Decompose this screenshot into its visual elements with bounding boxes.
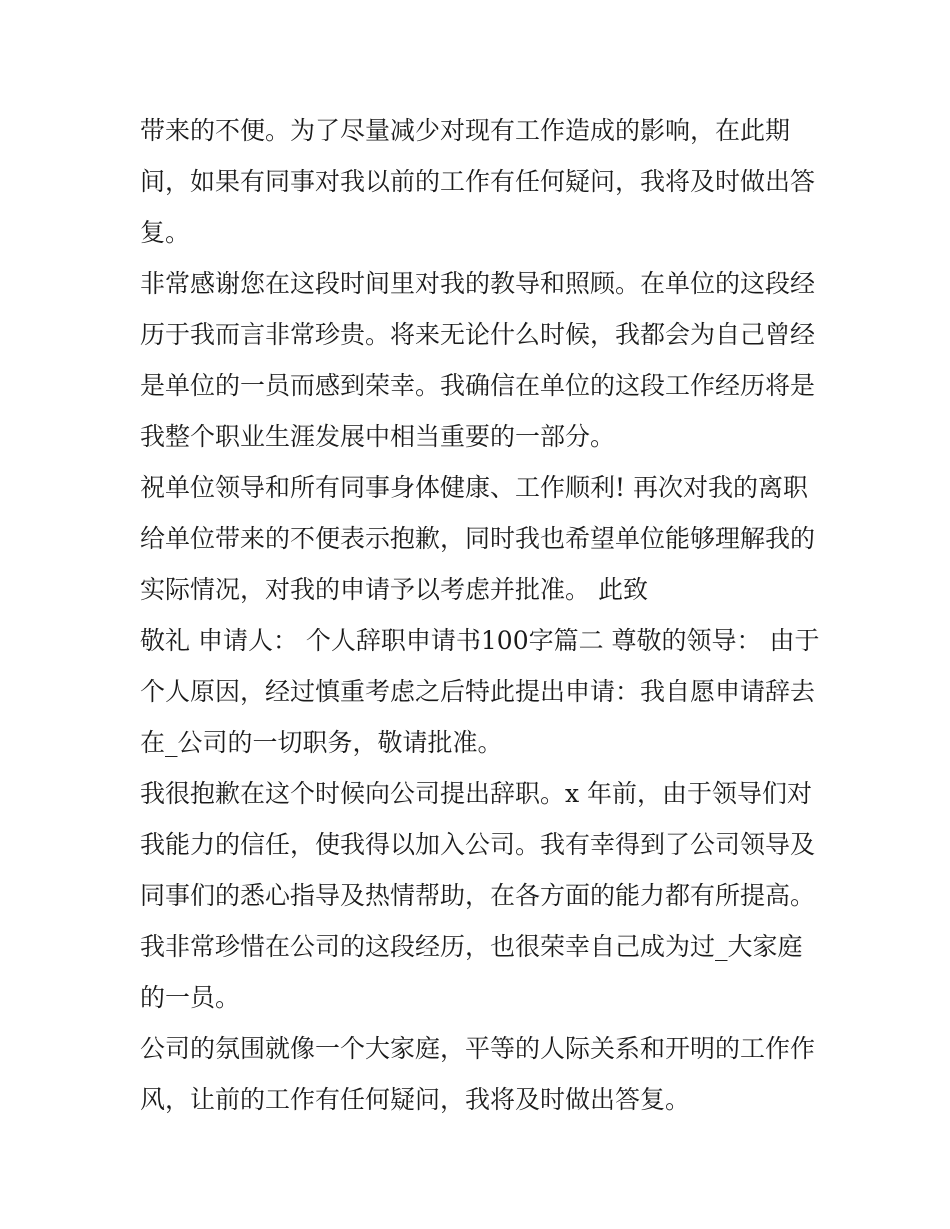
text-line: 我非常珍惜在公司的这段经历，也很荣幸自己成为过_大家庭 bbox=[140, 932, 803, 961]
text-line: 个人原因，经过慎重考虑之后特此提出申请：我自愿申请辞去 bbox=[140, 677, 816, 706]
text-line: 在_公司的一切职务，敬请批准。 bbox=[140, 728, 503, 757]
text-line: 风，让前的工作有任何疑问，我将及时做出答复。 bbox=[140, 1085, 691, 1114]
text-line: 带来的不便。为了尽量减少对现有工作造成的影响，在此期 bbox=[140, 116, 791, 145]
text-line: 实际情况，对我的申请予以考虑并批准。 此致 bbox=[140, 575, 648, 604]
text-line: 我很抱歉在这个时候向公司提出辞职。x 年前，由于领导们对 bbox=[140, 779, 813, 808]
text-line: 我能力的信任，使我得以加入公司。我有幸得到了公司领导及 bbox=[140, 830, 816, 859]
text-line: 的一员。 bbox=[140, 983, 241, 1012]
text-line: 我整个职业生涯发展中相当重要的一部分。 bbox=[140, 422, 616, 451]
text-line: 历于我而言非常珍贵。将来无论什么时候，我都会为自己曾经 bbox=[140, 320, 816, 349]
text-line: 非常感谢您在这段时间里对我的教导和照顾。在单位的这段经 bbox=[140, 269, 816, 298]
text-line: 公司的氛围就像一个大家庭，平等的人际关系和开明的工作作 bbox=[140, 1034, 816, 1063]
text-line: 间，如果有同事对我以前的工作有任何疑问，我将及时做出答 bbox=[140, 167, 816, 196]
text-line: 复。 bbox=[140, 218, 191, 247]
text-line: 同事们的悉心指导及热情帮助，在各方面的能力都有所提高。 bbox=[140, 881, 816, 910]
document-body bbox=[140, 105, 820, 1125]
text-line: 祝单位领导和所有同事身体健康、工作顺利! 再次对我的离职 bbox=[140, 473, 808, 502]
text-line: 敬礼 申请人： 个人辞职申请书100字篇二 尊敬的领导： 由于 bbox=[140, 626, 820, 655]
text-line: 是单位的一员而感到荣幸。我确信在单位的这段工作经历将是 bbox=[140, 371, 816, 400]
text-line: 给单位带来的不便表示抱歉，同时我也希望单位能够理解我的 bbox=[140, 524, 816, 553]
